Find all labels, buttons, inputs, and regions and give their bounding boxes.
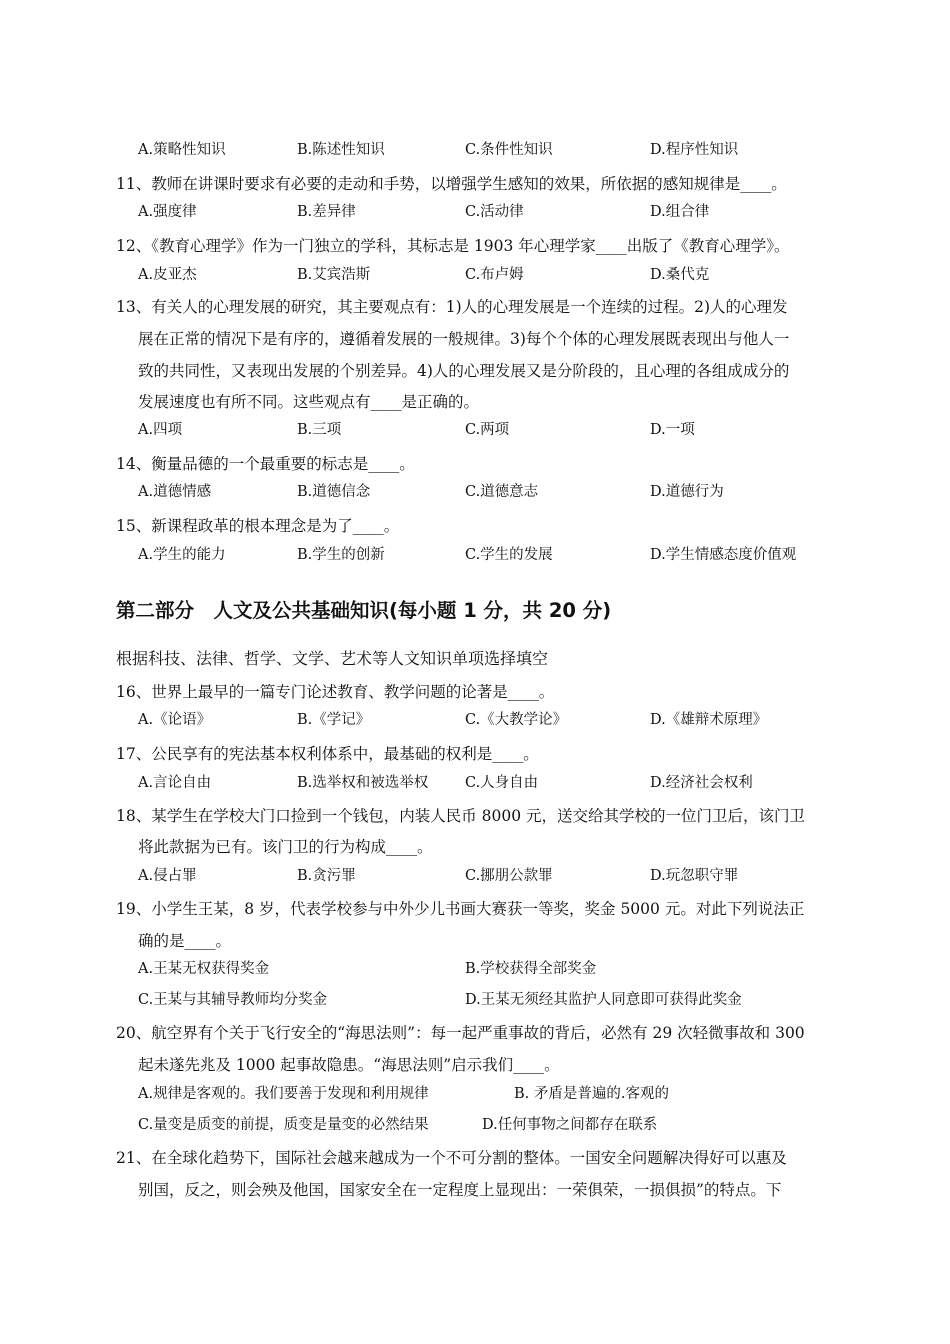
q20-option-c: C.量变是质变的前提，质变是量变的必然结果 — [138, 1117, 429, 1133]
q19-option-b: B.学校获得全部奖金 — [465, 961, 597, 977]
q20-line-1: 20、航空界有个关于飞行安全的“海思法则”：每一起严重事故的背后，必然有 29 次轻微事故和 300 — [116, 1024, 805, 1042]
q19-line-1: 19、小学生王某，8 岁，代表学校参与中外少儿书画大赛获一等奖，奖金 5000 元。对此下列说法正 — [116, 900, 805, 918]
q20-option-b: B. 矛盾是普遍的.客观的 — [514, 1086, 669, 1102]
q14-option-c: C.道德意志 — [465, 484, 539, 500]
q13-line-4: 发展速度也有所不同。这些观点有____是正确的。 — [138, 393, 480, 411]
q18-option-a: A.侵占罪 — [138, 868, 197, 884]
q12-options — [0, 265, 950, 285]
q11-option-d: D.组合律 — [650, 204, 710, 220]
q17-option-d: D.经济社会权利 — [650, 775, 753, 791]
q19-option-d: D.王某无须经其监护人同意即可获得此奖金 — [465, 992, 742, 1008]
q20-option-a: A.规律是客观的。我们要善于发现和利用规律 — [138, 1086, 429, 1102]
q10-option-a: A.策略性知识 — [138, 142, 226, 158]
q15-option-b: B.学生的创新 — [297, 547, 385, 563]
q11-option-a: A.强度律 — [138, 204, 197, 220]
section-heading: 第二部分 人文及公共基础知识(每小题 1 分，共 20 分) — [116, 599, 612, 622]
q18-options — [0, 866, 950, 886]
q20-option-d: D.任何事物之间都存在联系 — [482, 1117, 658, 1133]
q11-option-c: C.活动律 — [465, 204, 524, 220]
q10-option-c: C.条件性知识 — [465, 142, 553, 158]
q17-options — [0, 773, 950, 793]
q16-option-c: C.《大教学论》 — [465, 712, 568, 728]
q15-options — [0, 545, 950, 565]
q17-option-b: B.选举权和被选举权 — [297, 775, 429, 791]
q12-option-b: B.艾宾浩斯 — [297, 267, 371, 283]
q19-option-a: A.王某无权获得奖金 — [138, 961, 270, 977]
q10-options — [0, 140, 950, 160]
q14-option-d: D.道德行为 — [650, 484, 724, 500]
q11-option-b: B.差异律 — [297, 204, 356, 220]
q21-line-1: 21、在全球化趋势下，国际社会越来越成为一个不可分割的整体。一国安全问题解决得好可以惠及 — [116, 1149, 787, 1167]
q18-option-d: D.玩忽职守罪 — [650, 868, 739, 884]
q19-options-row-1 — [0, 959, 950, 979]
q13-options — [0, 420, 950, 440]
q19-options-row-2 — [0, 990, 950, 1010]
q21-line-2: 别国，反之，则会殃及他国，国家安全在一定程度上显现出：一荣俱荣，一损俱损”的特点。下 — [138, 1181, 782, 1199]
q16-option-b: B.《学记》 — [297, 712, 371, 728]
q17-option-a: A.言论自由 — [138, 775, 212, 791]
q19-line-2: 确的是____。 — [138, 932, 232, 950]
q12-option-d: D.桑代克 — [650, 267, 710, 283]
q18-line-2: 将此款据为已有。该门卫的行为构成____。 — [138, 838, 433, 856]
q11-options — [0, 202, 950, 222]
q20-options-row-1 — [0, 1084, 950, 1104]
q16-option-d: D.《雄辩术原理》 — [650, 712, 768, 728]
section-intro: 根据科技、法律、哲学、文学、艺术等人文知识单项选择填空 — [116, 649, 549, 668]
q14-text: 14、衡量品德的一个最重要的标志是____。 — [116, 455, 415, 473]
q14-options — [0, 482, 950, 502]
q10-option-d: D.程序性知识 — [650, 142, 739, 158]
q12-option-c: C.布卢姆 — [465, 267, 524, 283]
q15-text: 15、新课程政革的根本理念是为了____。 — [116, 517, 400, 535]
q15-option-c: C.学生的发展 — [465, 547, 553, 563]
q20-options-row-2 — [0, 1115, 950, 1135]
q20-line-2: 起未遂先兆及 1000 起事故隐患。“海思法则”启示我们____。 — [138, 1056, 560, 1074]
q11-text: 11、教师在讲课时要求有必要的走动和手势，以增强学生感知的效果，所依据的感知规律是____。 — [116, 175, 787, 193]
q17-option-c: C.人身自由 — [465, 775, 539, 791]
q17-text: 17、公民享有的宪法基本权利体系中，最基础的权利是____。 — [116, 745, 539, 763]
q18-option-b: B.贪污罪 — [297, 868, 356, 884]
q18-option-c: C.挪朋公款罪 — [465, 868, 553, 884]
q13-line-3: 致的共同性，又表现出发展的个别差异。4)人的心理发展又是分阶段的，且心理的各组成成分的 — [138, 362, 790, 380]
q14-option-b: B.道德信念 — [297, 484, 371, 500]
q13-option-a: A.四项 — [138, 422, 183, 438]
q16-options — [0, 710, 950, 730]
q13-line-1: 13、有关人的心理发展的研究，其主要观点有：1)人的心理发展是一个连续的过程。2)人的心理发 — [116, 298, 788, 316]
q15-option-d: D.学生情感态度价值观 — [650, 547, 797, 563]
q12-option-a: A.皮亚杰 — [138, 267, 197, 283]
q12-text: 12、《教育心理学》作为一门独立的学科，其标志是 1903 年心理学家____出版了《教育心理学》。 — [116, 237, 790, 255]
q19-option-c: C.王某与其辅导教师均分奖金 — [138, 992, 328, 1008]
q18-line-1: 18、某学生在学校大门口捡到一个钱包，内装人民币 8000 元，送交给其学校的一位门卫后，该门卫 — [116, 807, 806, 825]
q13-option-d: D.一项 — [650, 422, 695, 438]
q16-text: 16、世界上最早的一篇专门论述教育、教学问题的论著是____。 — [116, 683, 555, 701]
q13-line-2: 展在正常的情况下是有序的，遵循着发展的一般规律。3)每个个体的心理发展既表现出与他人一 — [138, 330, 790, 348]
q13-option-c: C.两项 — [465, 422, 510, 438]
q16-option-a: A.《论语》 — [138, 712, 212, 728]
q15-option-a: A.学生的能力 — [138, 547, 226, 563]
q13-option-b: B.三项 — [297, 422, 342, 438]
q10-option-b: B.陈述性知识 — [297, 142, 385, 158]
q14-option-a: A.道德情感 — [138, 484, 212, 500]
